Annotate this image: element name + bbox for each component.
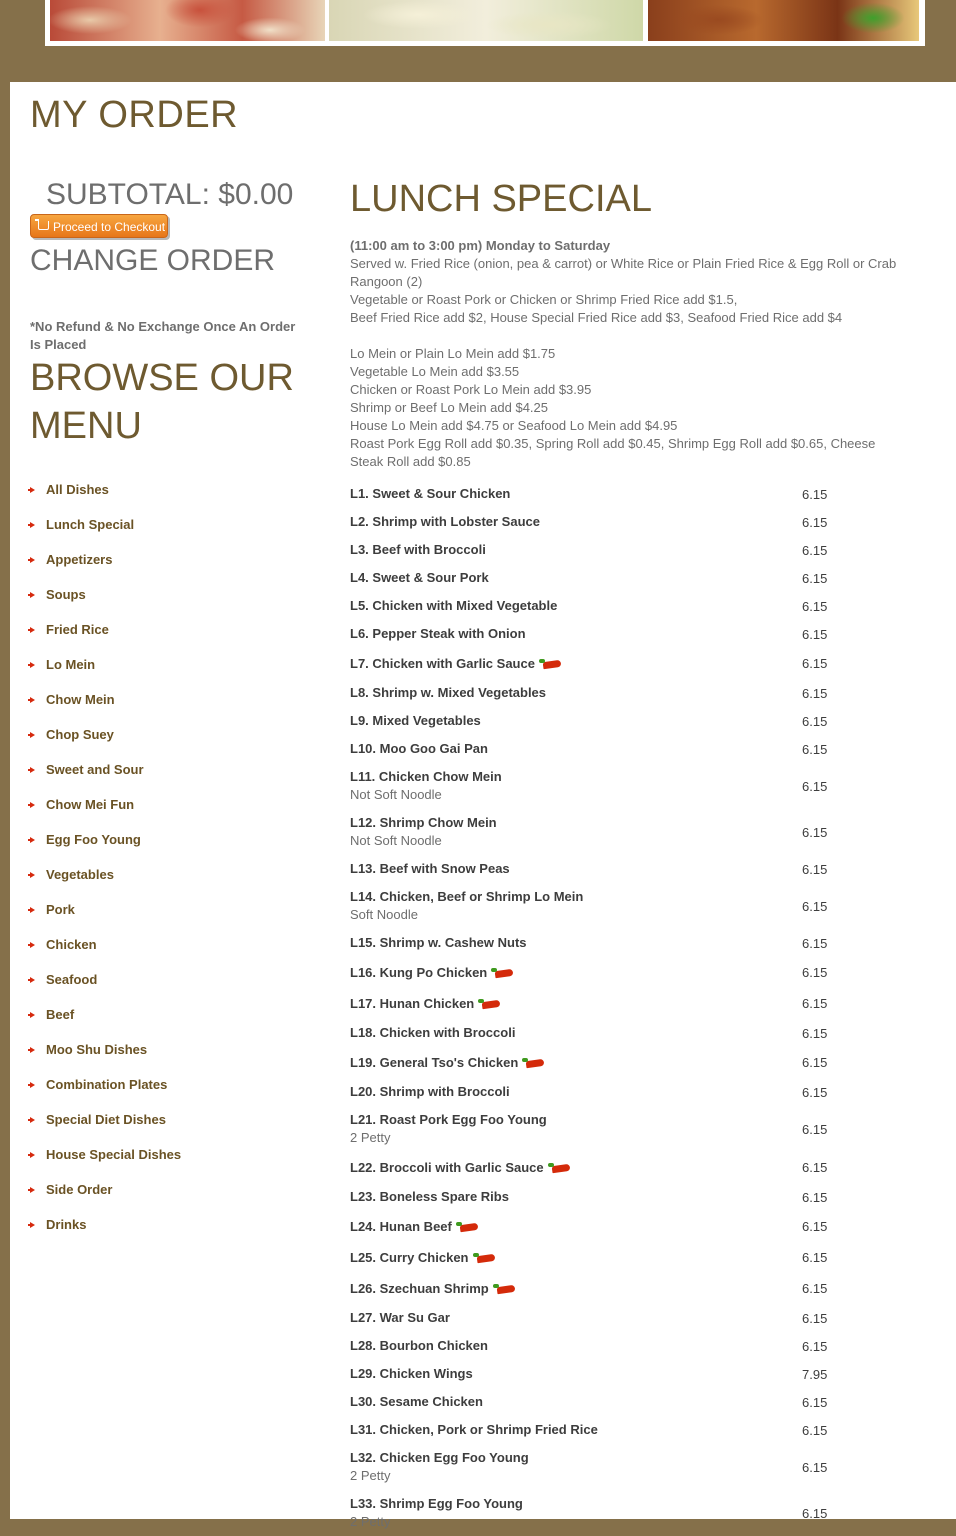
menu-item-info [350,768,502,804]
menu-item-price: 6.15 [802,598,828,614]
category-item[interactable] [30,760,320,795]
arrow-bullet-icon [30,767,35,773]
menu-item-row[interactable] [350,592,910,620]
menu-item-name[interactable]: L31. Chicken, Pork or Shrimp Fried Rice [350,1422,598,1437]
arrow-bullet-icon [30,907,35,913]
category-item[interactable] [30,1145,320,1180]
menu-item-price: 6.15 [802,1422,828,1438]
menu-item-info [350,1159,570,1177]
menu-item-name[interactable]: L11. Chicken Chow Mein [350,769,502,784]
category-item[interactable] [30,655,320,690]
menu-item-name[interactable]: L6. Pepper Steak with Onion [350,626,526,641]
category-label: Appetizers [46,552,113,567]
menu-item-info [350,814,497,850]
menu-items [350,480,910,1536]
category-item[interactable] [30,1040,320,1075]
category-label: Chicken [46,937,97,952]
menu-item-price: 6.15 [802,1394,828,1410]
arrow-bullet-icon [30,1082,35,1088]
category-label: Soups [46,587,86,602]
menu-item-row[interactable] [350,1273,910,1304]
hot-pepper-icon [539,658,561,670]
menu-item-name[interactable]: L29. Chicken Wings [350,1366,473,1381]
menu-item-price: 6.15 [802,1219,828,1234]
arrow-bullet-icon [30,1222,35,1228]
menu-item-name[interactable]: L14. Chicken, Beef or Shrimp Lo Mein [350,889,584,904]
category-item[interactable] [30,585,320,620]
category-label: House Special Dishes [46,1147,182,1162]
menu-item-info [350,541,486,559]
category-item[interactable] [30,865,320,900]
category-label: Side Order [46,1182,113,1197]
category-item[interactable] [30,830,320,865]
menu-item-info [350,740,488,758]
menu-item-row[interactable] [350,1304,910,1332]
menu-item-info [350,860,510,878]
menu-item-name[interactable]: L20. Shrimp with Broccoli [350,1084,510,1099]
menu-item-price: 6.15 [802,778,828,794]
description-line: Roast Pork Egg Roll add $0.35, Spring Roll add $0.45, Shrimp Egg Roll add $0.65, Cheese Steak Roll add $0.85 [350,436,876,469]
menu-item-row[interactable] [350,536,910,564]
arrow-bullet-icon [30,872,35,878]
menu-item-info [350,1393,483,1411]
description-line: Beef Fried Rice add $2, House Special Fried Rice add $3, Seafood Fried Rice add $4 [350,310,843,325]
arrow-bullet-icon [30,557,35,563]
menu-item-name[interactable]: L32. Chicken Egg Foo Young [350,1450,529,1465]
hot-pepper-icon [478,998,500,1010]
menu-item-row[interactable] [350,1106,910,1152]
menu-item-name[interactable]: L8. Shrimp w. Mixed Vegetables [350,685,547,700]
menu-item-row[interactable] [350,883,910,929]
menu-item-info [350,625,526,643]
menu-item-info [350,569,489,587]
description-line: House Lo Mein add $4.75 or Seafood Lo Mein add $4.95 [350,418,678,433]
menu-item-row[interactable] [350,735,910,763]
category-item[interactable] [30,1005,320,1040]
menu-item-name[interactable]: L30. Sesame Chicken [350,1394,483,1409]
menu-item-info [350,1337,488,1355]
menu-item-row[interactable] [350,763,910,809]
menu-item-info [350,1309,450,1327]
menu-item-row[interactable] [350,707,910,735]
menu-item-row[interactable] [350,1332,910,1360]
menu-item-info [350,684,546,702]
category-label: Egg Foo Young [46,832,141,847]
menu-item-price: 6.15 [802,741,828,757]
menu-item-info [350,995,500,1013]
menu-item-info [350,655,561,673]
category-item[interactable] [30,970,320,1005]
menu-item-name[interactable]: L22. Broccoli with Garlic Sauce [350,1159,544,1175]
menu-item-price: 6.15 [802,1505,828,1521]
category-label: Chow Mei Fun [46,797,135,812]
category-label: Special Diet Dishes [46,1112,166,1127]
description-line: Shrimp or Beef Lo Mein add $4.25 [350,400,549,415]
menu-item-info [350,934,527,952]
menu-item-name[interactable]: L10. Moo Goo Gai Pan [350,741,488,756]
menu-item-row[interactable] [350,855,910,883]
banner-food-photo-2 [329,0,643,41]
menu-item-price: 6.15 [802,898,828,914]
hours-text: (11:00 am to 3:00 pm) Monday to Saturday [350,238,611,253]
menu-item-row[interactable] [350,1388,910,1416]
menu-item-row[interactable] [350,648,910,679]
refund-note: *No Refund & No Exchange Once An Order Is Placed [30,319,296,352]
category-item[interactable] [30,1110,320,1145]
description-line: Vegetable Lo Mein add $3.55 [350,364,520,379]
menu-item-name[interactable]: L19. General Tso's Chicken [350,1054,519,1070]
menu-item-name[interactable]: L15. Shrimp w. Cashew Nuts [350,935,527,950]
category-label: All Dishes [46,482,109,497]
category-item[interactable] [30,935,320,970]
category-item[interactable] [30,690,320,725]
menu-item-note: Not Soft Noodle [350,787,442,802]
menu-item-info [350,1365,473,1383]
description-line: Vegetable or Roast Pork or Chicken or Shrimp Fried Rice add $1.5, [350,292,738,307]
arrow-bullet-icon [30,1187,35,1193]
menu-item-price: 6.15 [802,1055,828,1070]
menu-item-row[interactable] [350,809,910,855]
menu-item-price: 6.15 [802,656,828,671]
proceed-to-checkout-button[interactable] [30,214,168,238]
banner-food-photo-1 [50,0,325,41]
menu-item-price: 6.15 [802,514,828,530]
menu-item-name[interactable]: L2. Shrimp with Lobster Sauce [350,514,540,529]
menu-item-row[interactable] [350,508,910,536]
hot-pepper-icon [493,1283,515,1295]
category-item[interactable] [30,725,320,760]
menu-item-info [350,1449,529,1485]
menu-item-note: 2 Petty [350,1514,391,1529]
menu-item-price: 6.15 [802,996,828,1011]
menu-item-info [350,597,557,615]
menu-item-price: 6.15 [802,1160,828,1175]
main-panel [10,82,956,1529]
arrow-bullet-icon [30,627,35,633]
menu-item-name[interactable]: L7. Chicken with Garlic Sauce [350,655,535,671]
arrow-bullet-icon [30,1012,35,1018]
arrow-bullet-icon [30,487,35,493]
menu-item-row[interactable] [350,679,910,707]
menu-item-price: 6.15 [802,824,828,840]
category-item[interactable] [30,900,320,935]
category-list [30,480,320,1250]
menu-item-note: 2 Petty [350,1130,391,1145]
menu-item-name[interactable]: L16. Kung Po Chicken [350,964,488,980]
menu-item-row[interactable] [350,1242,910,1273]
menu-item-name[interactable]: L18. Chicken with Broccoli [350,1025,516,1040]
menu-item-price: 6.15 [802,1025,828,1041]
my-order-title: MY ORDER [30,94,239,136]
menu-item-info [350,1218,478,1236]
menu-item-price: 6.15 [802,1459,828,1475]
menu-item-name[interactable]: L13. Beef with Snow Peas [350,861,510,876]
menu-item-name[interactable]: L26. Szechuan Shrimp [350,1280,489,1296]
arrow-bullet-icon [30,662,35,668]
cart-icon [38,221,49,230]
menu-item-note: Not Soft Noodle [350,833,442,848]
hot-pepper-icon [473,1252,495,1264]
menu-item-info [350,1188,509,1206]
menu-item-row[interactable] [350,957,910,988]
category-item[interactable] [30,620,320,655]
menu-item-name[interactable]: L33. Shrimp Egg Foo Young [350,1496,523,1511]
menu-item-name[interactable]: L27. War Su Gar [350,1310,450,1325]
menu-item-info [350,964,513,982]
menu-item-info [350,1495,523,1531]
arrow-bullet-icon [30,1152,35,1158]
menu-item-name[interactable]: L28. Bourbon Chicken [350,1338,488,1353]
section-title: LUNCH SPECIAL [350,178,652,220]
menu-item-row[interactable] [350,1490,910,1536]
menu-item-row[interactable] [350,1211,910,1242]
menu-item-price: 6.15 [802,1310,828,1326]
menu-item-name[interactable]: L23. Boneless Spare Ribs [350,1189,509,1204]
menu-item-name[interactable]: L21. Roast Pork Egg Foo Young [350,1112,547,1127]
menu-item-info [350,1421,598,1439]
category-label: Drinks [46,1217,87,1232]
category-item[interactable] [30,1075,320,1110]
category-label: Seafood [46,972,98,987]
category-label: Fried Rice [46,622,109,637]
menu-item-info [350,485,510,503]
menu-item-name[interactable]: L1. Sweet & Sour Chicken [350,486,511,501]
category-item[interactable] [30,1215,320,1250]
header-banner [45,0,925,46]
menu-item-row[interactable] [350,929,910,957]
menu-item-price: 6.15 [802,1281,828,1296]
hot-pepper-icon [522,1057,544,1069]
menu-item-row[interactable] [350,1047,910,1078]
menu-item-price: 6.15 [802,1250,828,1265]
menu-item-row[interactable] [350,1416,910,1444]
arrow-bullet-icon [30,592,35,598]
menu-item-row[interactable] [350,988,910,1019]
arrow-bullet-icon [30,522,35,528]
category-label: Moo Shu Dishes [46,1042,148,1057]
menu-item-info [350,1111,547,1147]
menu-item-price: 6.15 [802,542,828,558]
browse-menu-title: BROWSE OUR MENU [30,357,294,447]
category-label: Beef [46,1007,75,1022]
menu-item-price: 6.15 [802,570,828,586]
hot-pepper-icon [548,1162,570,1174]
menu-item-info [350,1024,515,1042]
description-line: Served w. Fried Rice (onion, pea & carrot) or White Rice or Plain Fried Rice & Egg Roll or Crab Rangoon (2) [350,256,897,289]
category-item[interactable] [30,795,320,830]
arrow-bullet-icon [30,977,35,983]
menu-item-row[interactable] [350,480,910,508]
menu-item-row[interactable] [350,1152,910,1183]
menu-item-price: 6.15 [802,626,828,642]
category-item[interactable] [30,1180,320,1215]
arrow-bullet-icon [30,802,35,808]
menu-item-price: 6.15 [802,1338,828,1354]
category-label: Combination Plates [46,1077,168,1092]
category-label: Sweet and Sour [46,762,144,777]
menu-item-price: 6.15 [802,713,828,729]
menu-item-row[interactable] [350,1183,910,1211]
menu-item-name[interactable]: L5. Chicken with Mixed Vegetable [350,598,558,613]
menu-item-name[interactable]: L17. Hunan Chicken [350,995,475,1011]
arrow-bullet-icon [30,1047,35,1053]
category-item[interactable] [30,480,320,515]
checkout-label: Proceed to Checkout [53,220,166,234]
menu-item-name[interactable]: L25. Curry Chicken [350,1249,469,1265]
description-line: Chicken or Roast Pork Lo Mein add $3.95 [350,382,592,397]
menu-item-info [350,712,481,730]
description-line: Lo Mein or Plain Lo Mein add $1.75 [350,346,556,361]
menu-item-price: 7.95 [802,1366,828,1382]
arrow-bullet-icon [30,942,35,948]
menu-item-info [350,888,583,924]
menu-item-price: 6.15 [802,1189,828,1205]
category-label: Chow Mein [46,692,115,707]
menu-item-price: 6.15 [802,1084,828,1100]
hot-pepper-icon [456,1221,478,1233]
category-label: Pork [46,902,75,917]
menu-item-row[interactable] [350,1019,910,1047]
category-item[interactable] [30,515,320,550]
banner-food-photo-3 [648,0,919,41]
subtotal: SUBTOTAL: $0.00 [46,178,294,211]
arrow-bullet-icon [30,1117,35,1123]
menu-item-row[interactable] [350,1444,910,1490]
hot-pepper-icon [491,967,513,979]
menu-item-name[interactable]: L3. Beef with Broccoli [350,542,486,557]
section-description [350,237,910,471]
category-label: Vegetables [46,867,114,882]
menu-item-price: 6.15 [802,486,828,502]
menu-item-info [350,513,540,531]
category-item[interactable] [30,550,320,585]
menu-item-row[interactable] [350,564,910,592]
spacer [350,327,910,345]
arrow-bullet-icon [30,837,35,843]
menu-item-info [350,1083,510,1101]
menu-item-name[interactable]: L9. Mixed Vegetables [350,713,481,728]
menu-item-info [350,1249,495,1267]
arrow-bullet-icon [30,697,35,703]
arrow-bullet-icon [30,732,35,738]
menu-item-price: 6.15 [802,965,828,980]
menu-item-info [350,1054,544,1072]
menu-item-price: 6.15 [802,861,828,877]
menu-item-price: 6.15 [802,685,828,701]
menu-item-row[interactable] [350,1078,910,1106]
menu-item-row[interactable] [350,1360,910,1388]
menu-item-name[interactable]: L12. Shrimp Chow Mein [350,815,497,830]
menu-item-name[interactable]: L24. Hunan Beef [350,1218,452,1234]
menu-item-row[interactable] [350,620,910,648]
menu-item-name[interactable]: L4. Sweet & Sour Pork [350,570,489,585]
category-label: Chop Suey [46,727,114,742]
menu-item-price: 6.15 [802,1121,828,1137]
change-order-link[interactable]: CHANGE ORDER [30,244,276,277]
menu-item-info [350,1280,515,1298]
menu-item-price: 6.15 [802,935,828,951]
menu-item-note: Soft Noodle [350,907,418,922]
category-label: Lo Mein [46,657,96,672]
menu-item-note: 2 Petty [350,1468,391,1483]
category-label: Lunch Special [46,517,135,532]
